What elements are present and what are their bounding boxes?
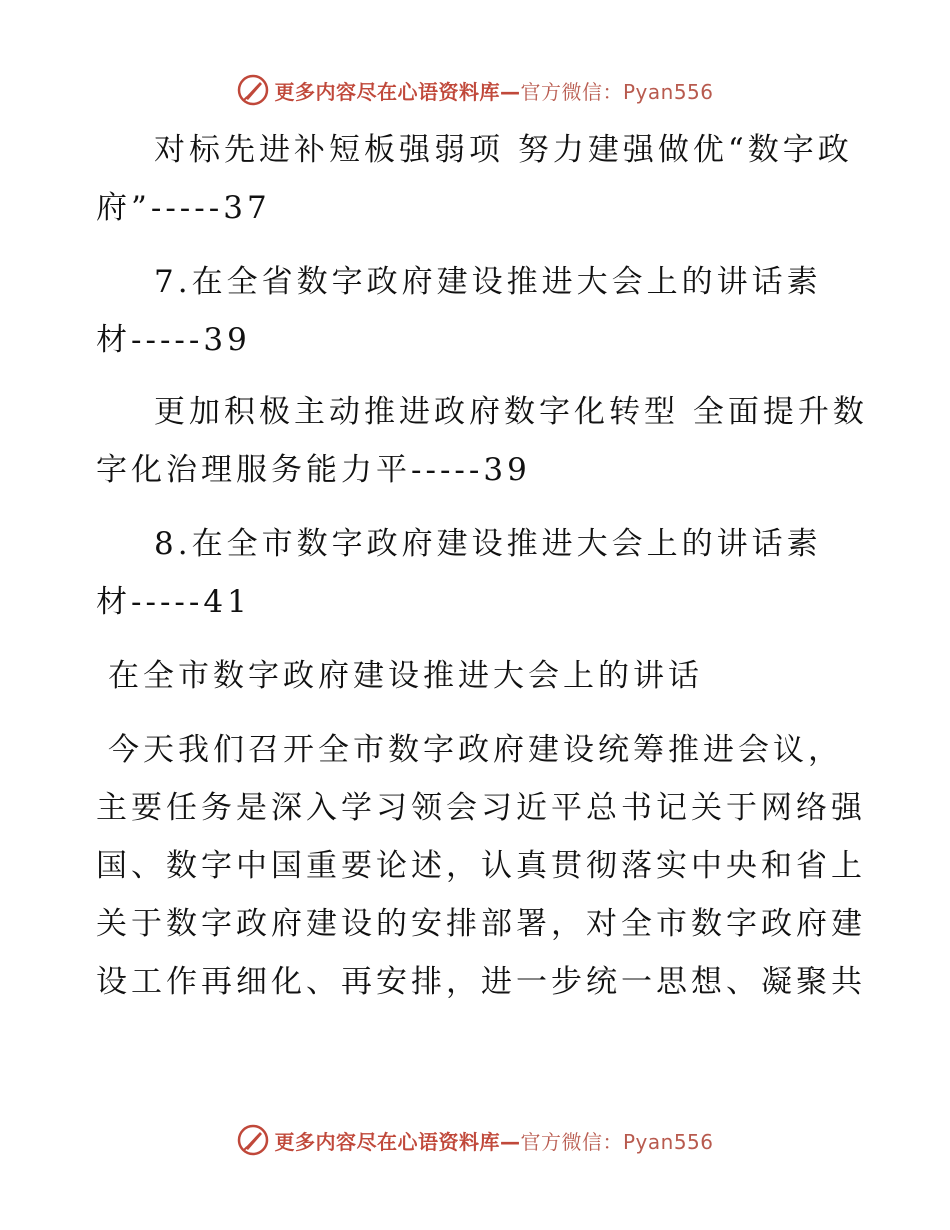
body-paragraph-line: 关于数字政府建设的安排部署，对全市数字政府建 — [96, 906, 866, 942]
watermark-text: 更多内容尽在心语资料库—官方微信：Pyan556 — [274, 1129, 714, 1154]
body-paragraph-line: 主要任务是深入学习领会习近平总书记关于网络强 — [96, 790, 866, 826]
toc-entry-line: 府”-----37 — [96, 190, 271, 226]
body-paragraph-line: 设工作再细化、再安排，进一步统一思想、凝聚共 — [96, 964, 866, 1000]
section-title: 在全市数字政府建设推进大会上的讲话 — [108, 658, 703, 694]
footer-watermark — [0, 1120, 950, 1160]
body-paragraph-line: 国、数字中国重要论述，认真贯彻落实中央和省上 — [96, 848, 866, 884]
quill-pen-seal-icon — [236, 1123, 270, 1157]
toc-entry-line: 字化治理服务能力平-----39 — [96, 452, 531, 488]
body-paragraph-line: 今天我们召开全市数字政府建设统筹推进会议， — [108, 732, 843, 768]
toc-entry-line: 材-----39 — [96, 322, 251, 358]
toc-entry-line: 7.在全省数字政府建设推进大会上的讲话素 — [154, 264, 822, 300]
header-watermark — [0, 70, 950, 110]
toc-entry-line: 8.在全市数字政府建设推进大会上的讲话素 — [154, 526, 822, 562]
watermark-text: 更多内容尽在心语资料库—官方微信：Pyan556 — [274, 79, 714, 104]
toc-entry-line: 材-----41 — [96, 584, 251, 620]
toc-entry-line: 更加积极主动推进政府数字化转型 全面提升数 — [154, 394, 868, 430]
quill-pen-seal-icon — [236, 73, 270, 107]
toc-entry-line: 对标先进补短板强弱项 努力建强做优“数字政 — [154, 132, 853, 168]
